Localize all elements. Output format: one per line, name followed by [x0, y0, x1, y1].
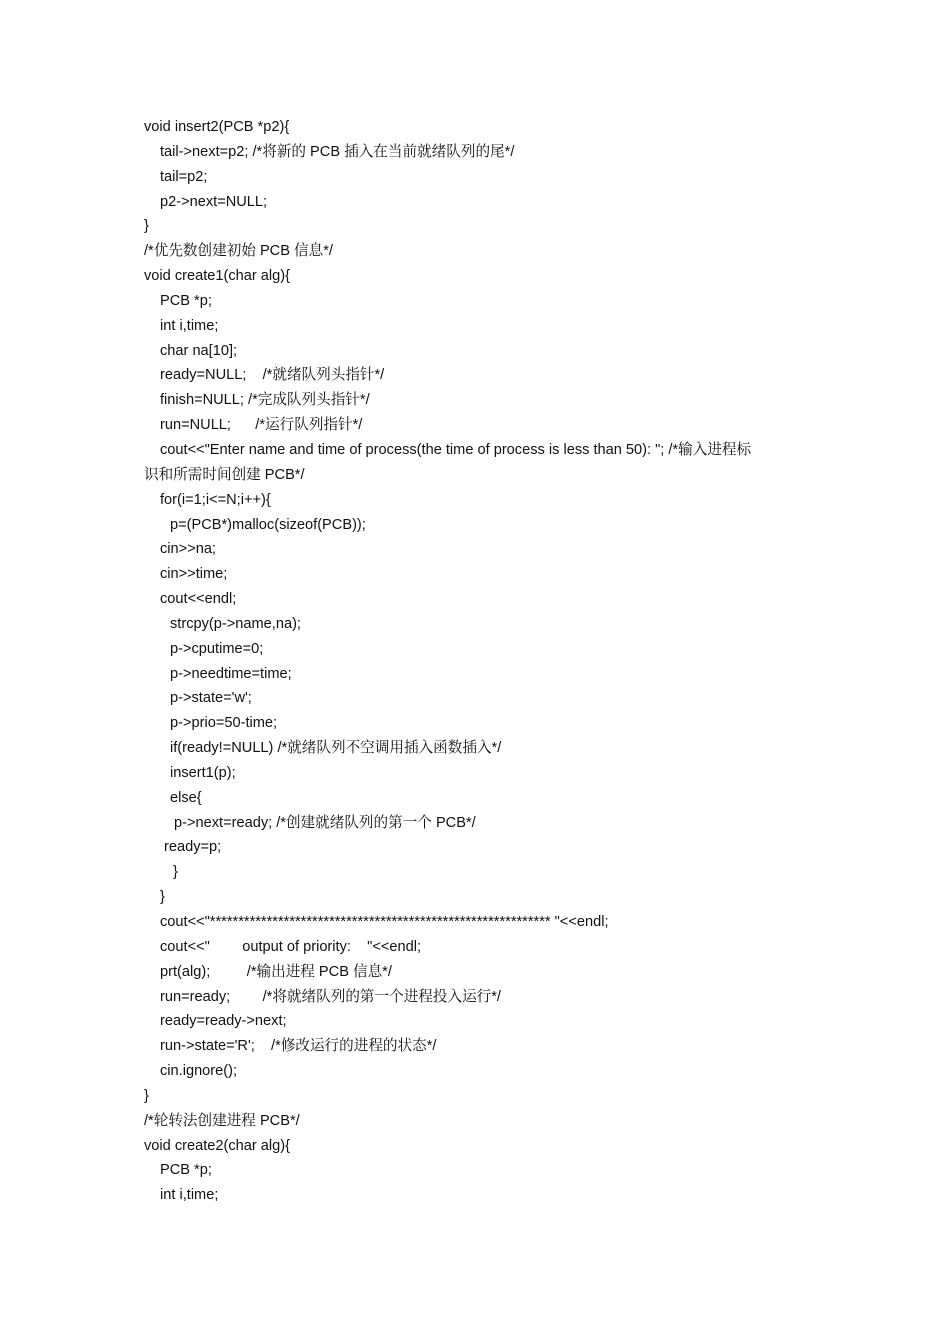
code-line: /*优先数创建初始 PCB 信息*/: [144, 243, 333, 260]
code-line: cin.ignore();: [160, 1063, 238, 1080]
code-line: void create1(char alg){: [144, 268, 291, 285]
code-line: void insert2(PCB *p2){: [144, 119, 290, 135]
code-line: run=ready; /*将就绪队列的第一个进程投入运行*/: [160, 988, 501, 1005]
code-line: PCB *p;: [160, 1162, 212, 1179]
code-line: int i,time;: [160, 317, 219, 334]
code-line: char na[10];: [160, 342, 238, 359]
code-line: cout<<"Enter name and time of process(the time of process is less than 50): "; /*输入进程标: [160, 441, 752, 458]
code-line: strcpy(p->name,na);: [170, 615, 301, 632]
code-line: PCB *p;: [160, 292, 212, 309]
code-line: p->state='w';: [170, 690, 252, 707]
code-line: insert1(p);: [170, 764, 236, 781]
code-line: ready=ready->next;: [160, 1013, 287, 1030]
code-line: }: [173, 864, 178, 881]
code-line: cout<<endl;: [160, 591, 237, 608]
code-line: cin>>time;: [160, 566, 228, 583]
code-line: for(i=1;i<=N;i++){: [160, 491, 271, 508]
code-line: p->needtime=time;: [170, 665, 292, 682]
code-line: int i,time;: [160, 1187, 219, 1204]
code-line: }: [160, 889, 165, 906]
code-line: p->cputime=0;: [170, 640, 264, 657]
code-line: else{: [170, 789, 202, 806]
code-line: }: [144, 218, 149, 235]
code-line: cin>>na;: [160, 541, 216, 558]
code-line: p->prio=50-time;: [170, 715, 278, 732]
code-line: cout<<" output of priority: "<<endl;: [160, 938, 422, 955]
code-line: ready=NULL; /*就绪队列头指针*/: [160, 367, 385, 384]
code-line: if(ready!=NULL) /*就绪队列不空调用插入函数插入*/: [170, 740, 502, 757]
code-line: 识和所需时间创建 PCB*/: [144, 466, 305, 483]
code-line: /*轮转法创建进程 PCB*/: [144, 1112, 300, 1129]
code-block: [144, 115, 824, 1208]
code-line: cout<<"************************************************************ "<<endl;: [160, 914, 609, 930]
code-line: p=(PCB*)malloc(sizeof(PCB));: [170, 516, 366, 533]
code-line: void create2(char alg){: [144, 1137, 291, 1154]
code-line: tail=p2;: [160, 168, 208, 185]
code-line: ready=p;: [164, 839, 222, 856]
code-line: }: [144, 1087, 149, 1104]
code-line: p->next=ready; /*创建就绪队列的第一个 PCB*/: [174, 814, 476, 831]
code-line: p2->next=NULL;: [160, 193, 268, 210]
code-line: run->state='R'; /*修改运行的进程的状态*/: [160, 1038, 437, 1055]
code-line: finish=NULL; /*完成队列头指针*/: [160, 392, 370, 409]
code-line: tail->next=p2; /*将新的 PCB 插入在当前就绪队列的尾*/: [160, 143, 515, 160]
code-line: prt(alg); /*输出进程 PCB 信息*/: [160, 963, 392, 980]
code-line: run=NULL; /*运行队列指针*/: [160, 417, 363, 434]
